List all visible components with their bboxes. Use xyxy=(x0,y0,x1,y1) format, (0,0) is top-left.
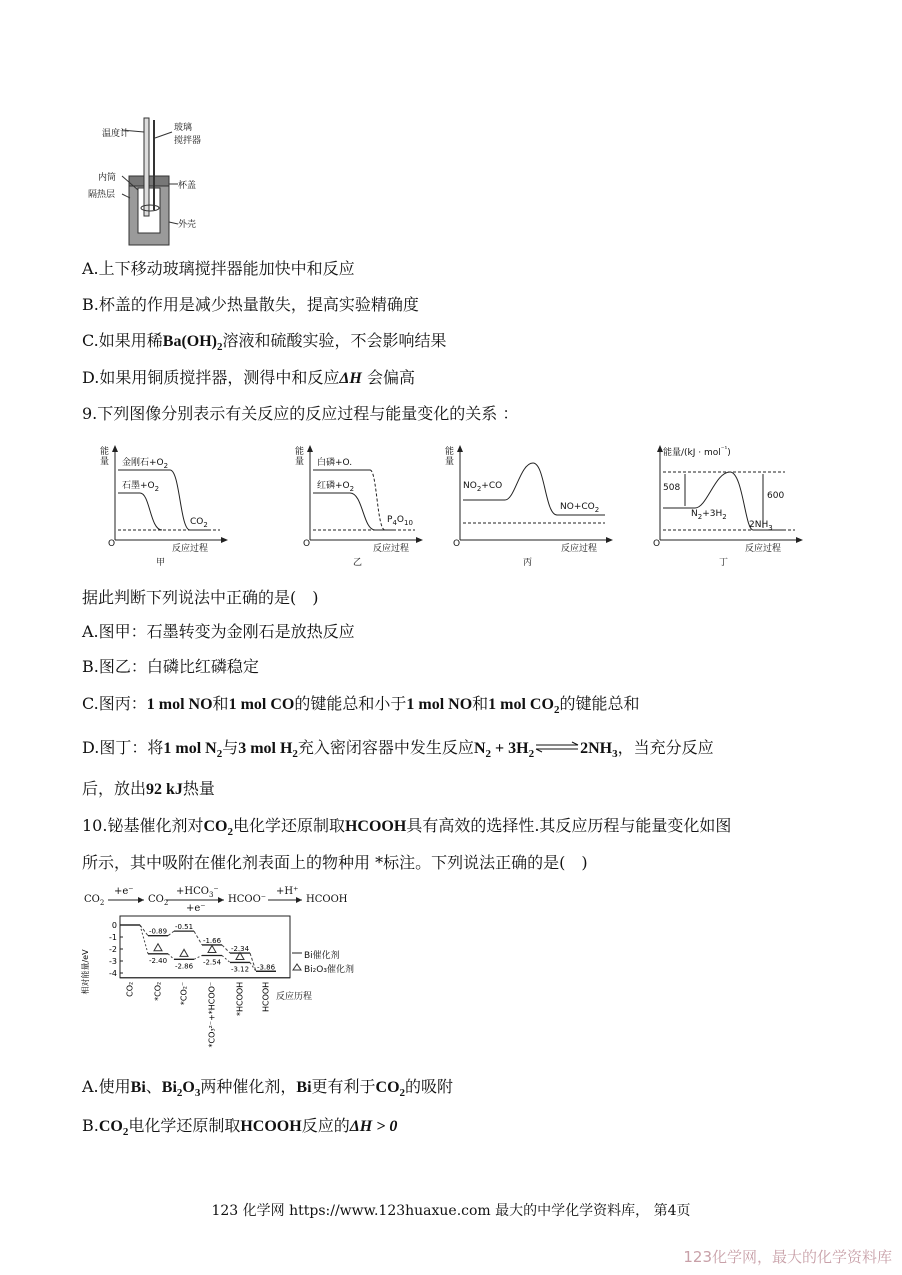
bi2o3-value-label: -2.40 xyxy=(148,956,168,965)
q10-xlabel: 反应历程 xyxy=(276,992,313,1002)
q8-c-prefix: C.如果用稀 xyxy=(82,331,163,350)
ding-508: 508 xyxy=(663,483,681,493)
q8-d-suffix: 会偏高 xyxy=(366,368,415,387)
x-category-label: HCOOH xyxy=(261,981,271,1013)
q10-stem-line1: 10.铋基催化剂对$CO_2$电化学还原制取HCOOH具有高效的选择性.其反应历程与能量变化如图 xyxy=(82,816,732,839)
q8-c-sub: 2 xyxy=(216,341,223,354)
x-category-label: *CO₂⁻ xyxy=(179,981,189,1006)
bi-connector xyxy=(168,931,174,936)
q10-option-b: $B.CO_2$电化学还原制取HCOOH反应的ΔH > 0 xyxy=(82,1116,398,1139)
jia-lower: 石墨$+O_2$ xyxy=(122,481,160,493)
bing-left: $NO_2+CO$ xyxy=(463,481,503,493)
ding-ylabel: 能量/(kJ · mol$^{^{-1}}$) xyxy=(663,445,731,458)
scheme-a3: +H⁺ xyxy=(276,886,299,897)
bi2o3-marker xyxy=(208,945,216,952)
watermark: 123化学网，最大的化学资料库 xyxy=(683,1248,892,1266)
q8-d-prefix: D.如果用铜质搅拌器，测得中和反应 xyxy=(82,368,340,387)
yi-name: 乙 xyxy=(353,558,363,568)
chart-ding xyxy=(645,445,805,575)
q8-c-suffix: 溶液和硫酸实验，不会影响结果 xyxy=(222,331,447,350)
q10-energy-chart xyxy=(80,912,380,1072)
q8-c-formula: Ba(OH) xyxy=(162,333,217,350)
bi2o3-value-label: -2.86 xyxy=(174,962,194,971)
ding-name: 丁 xyxy=(719,558,729,568)
jia-upper: 金刚石$+O_2$ xyxy=(122,458,169,470)
bi2o3-connector xyxy=(222,955,230,962)
chart-jia xyxy=(100,445,230,575)
q8-d-deltah: ΔH xyxy=(339,370,362,387)
q9-option-a: A.图甲：石墨转变为金刚石是放热反应 xyxy=(82,622,355,641)
yi-lower: 红磷$+O_2$ xyxy=(317,481,355,493)
q9-option-b: B.图乙：白磷比红磷稳定 xyxy=(82,657,259,676)
q9-option-d: D.图丁：将1 mol $N_2$与3 mol $H_2$充入密闭容器中发生反应$N_2 + 3H_2$ $2NH_3$，当充分反应 xyxy=(82,738,714,761)
y-tick-label: -3 xyxy=(109,957,117,966)
bing-ylabel: 能 量 xyxy=(445,447,455,467)
bi-connector xyxy=(194,931,202,945)
scheme-hcoo: HCOO⁻ xyxy=(228,894,267,905)
q10-option-a: A.使用Bi、$Bi_2O_3$两种催化剂，Bi更有利于$CO_2$的吸附 xyxy=(82,1077,454,1100)
y-tick-label: 0 xyxy=(111,921,117,930)
bi-connector xyxy=(250,953,256,971)
q9-option-d-line2: 后，放出92 kJ热量 xyxy=(82,779,215,798)
ding-left: $N_2+3H_2$ xyxy=(691,509,727,521)
bi2o3-connector xyxy=(168,954,174,960)
scheme-a2: $+HCO_3^-$ xyxy=(176,886,219,899)
jia-ylabel: 能 量 xyxy=(100,447,110,467)
bi-value-label: -1.66 xyxy=(202,936,222,945)
y-tick-label: -1 xyxy=(109,933,117,942)
label-stirrer: 玻璃 搅拌器 xyxy=(174,123,202,146)
y-axis-label: 相对能量/eV xyxy=(81,949,90,995)
chart-yi xyxy=(295,445,425,575)
label-thermometer: 温度计 xyxy=(102,129,130,139)
jia-origin: O xyxy=(108,539,116,549)
jia-product: $CO_2$ xyxy=(190,517,208,529)
q10-stem-line2: 所示，其中吸附在催化剂表面上的物种用 *标注。下列说法正确的是( ) xyxy=(82,853,588,872)
q9-after: 据此判断下列说法中正确的是( ) xyxy=(82,588,319,607)
y-tick-label: -2 xyxy=(109,945,117,954)
page-footer: 123 化学网 https://www.123huaxue.com 最大的中学化学资料库， 第4页 xyxy=(211,1203,691,1219)
ding-origin: O xyxy=(653,539,661,549)
bi2o3-connector xyxy=(140,925,148,954)
legend-bi2o3-marker xyxy=(293,964,301,970)
yi-product: $P_4O_{10}$ xyxy=(387,515,413,527)
scheme-hcooh: HCOOH xyxy=(306,894,348,905)
y-tick-label: -4 xyxy=(109,969,117,978)
label-inner: 内筒 xyxy=(98,173,117,183)
bi2o3-marker xyxy=(180,949,188,956)
q9-option-c: C.图丙：1 mol NO和1 mol CO的键能总和小于1 mol NO和1 mol $CO_2$的键能总和 xyxy=(82,694,640,717)
jia-xlabel: 反应过程 xyxy=(172,544,209,554)
bi-value-label: -0.51 xyxy=(174,923,194,932)
bi2o3-marker xyxy=(154,944,162,951)
bi2o3-connector xyxy=(194,955,202,959)
yi-xlabel: 反应过程 xyxy=(373,544,410,554)
q8-option-a: A.上下移动玻璃搅拌器能加快中和反应 xyxy=(82,259,355,278)
label-insulation: 隔热层 xyxy=(88,190,116,200)
bi-value-label: -0.89 xyxy=(148,927,168,936)
bi2o3-value-label: -3.12 xyxy=(230,965,250,974)
x-category-label: CO₂ xyxy=(125,981,135,997)
bi-connector xyxy=(222,945,230,953)
yi-ylabel: 能 量 xyxy=(295,447,305,467)
bing-xlabel: 反应过程 xyxy=(561,544,598,554)
x-category-label: *CO₃²⁻+*HCOO⁻ xyxy=(207,981,217,1048)
ding-xlabel: 反应过程 xyxy=(745,544,782,554)
scheme-co2: $CO_2$ xyxy=(84,894,105,907)
label-shell: 外壳 xyxy=(178,220,197,230)
q9-stem: 9.下列图像分别表示有关反应的反应过程与能量变化的关系 ： xyxy=(82,404,519,423)
x-category-label: *CO₂ xyxy=(153,981,163,1001)
bi-value-label: -3.86 xyxy=(256,963,276,972)
q8-option-d xyxy=(82,367,415,390)
q8-option-b: B.杯盖的作用是减少热量散失，提高实验精确度 xyxy=(82,295,419,314)
bi-value-label: -2.34 xyxy=(230,945,250,954)
q8-option-c xyxy=(82,330,447,358)
yi-upper: 白磷+O. xyxy=(317,458,353,468)
scheme-co2-anion: $CO_2$ xyxy=(148,894,169,907)
bi2o3-value-label: -2.54 xyxy=(202,958,222,967)
scheme-a2b: +e⁻ xyxy=(186,903,206,914)
q10-legend-bi: Bi催化剂 xyxy=(304,951,340,961)
label-lid: 杯盖 xyxy=(178,181,197,191)
bing-origin: O xyxy=(453,539,461,549)
bing-name: 丙 xyxy=(523,558,533,568)
yi-origin: O xyxy=(303,539,311,549)
chart-bing xyxy=(445,445,615,575)
scheme-a1: +e⁻ xyxy=(114,886,134,897)
q10-legend-bi2o3: Bi₂O₃催化剂 xyxy=(304,965,354,975)
bing-right: $NO+CO_2$ xyxy=(560,502,600,514)
x-category-label: *HCOOH xyxy=(235,981,245,1017)
ding-right: $2NH_3$ xyxy=(749,520,773,532)
ding-600: 600 xyxy=(767,491,785,501)
calorimeter-figure xyxy=(82,110,222,250)
jia-name: 甲 xyxy=(156,558,166,568)
